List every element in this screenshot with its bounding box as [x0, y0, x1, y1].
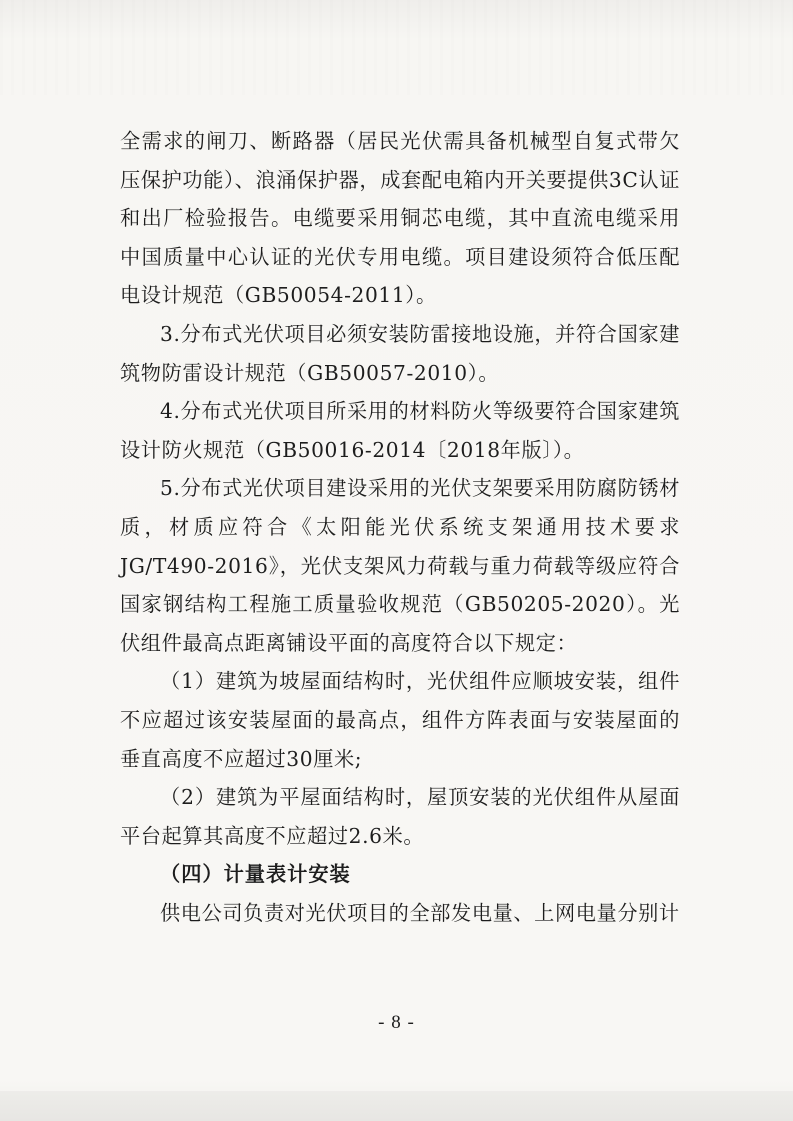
document-body: [120, 122, 680, 932]
paragraph-sub-2: （2）建筑为平屋面结构时，屋顶安装的光伏组件从屋面平台起算其高度不应超过2.6米。: [120, 785, 680, 848]
paragraph-sub-1: （1）建筑为坡屋面结构时，光伏组件应顺坡安装，组件不应超过该安装屋面的最高点，组件方阵表面与安装屋面的垂直高度不应超过30厘米;: [120, 669, 680, 771]
section-heading: （四）计量表计安装: [160, 862, 351, 887]
scan-shading-bottom: [0, 1091, 793, 1121]
paragraph-item-5: 5.分布式光伏项目建设采用的光伏支架要采用防腐防锈材质，材质应符合《太阳能光伏系统支架通用技术要求JG/T490-2016》，光伏支架风力荷载与重力荷载等级应符合国家钢结构工程施工质量验收规范（GB50205-2020）。光伏组件最高点距离铺设平面的高度符合以下规定：: [120, 476, 680, 655]
paragraph-continuation: 全需求的闸刀、断路器（居民光伏需具备机械型自复式带欠压保护功能）、浪涌保护器，成套配电箱内开关要提供3C认证和出厂检验报告。电缆要采用铜芯电缆，其中直流电缆采用中国质量中心认证的光伏专用电缆。项目建设须符合低压配电设计规范（GB50054-2011）。: [120, 129, 680, 308]
page-number: - 8 -: [378, 1012, 415, 1033]
paragraph-final: 供电公司负责对光伏项目的全部发电量、上网电量分别计: [160, 900, 680, 925]
paragraph-item-3: 3.分布式光伏项目必须安装防雷接地设施，并符合国家建筑物防雷设计规范（GB50057-2010）。: [120, 321, 680, 385]
paragraph-item-4: 4.分布式光伏项目所采用的材料防火等级要符合国家建筑设计防火规范（GB50016-2014〔2018年版〕）。: [120, 399, 680, 462]
scan-shading-top: [0, 0, 793, 95]
